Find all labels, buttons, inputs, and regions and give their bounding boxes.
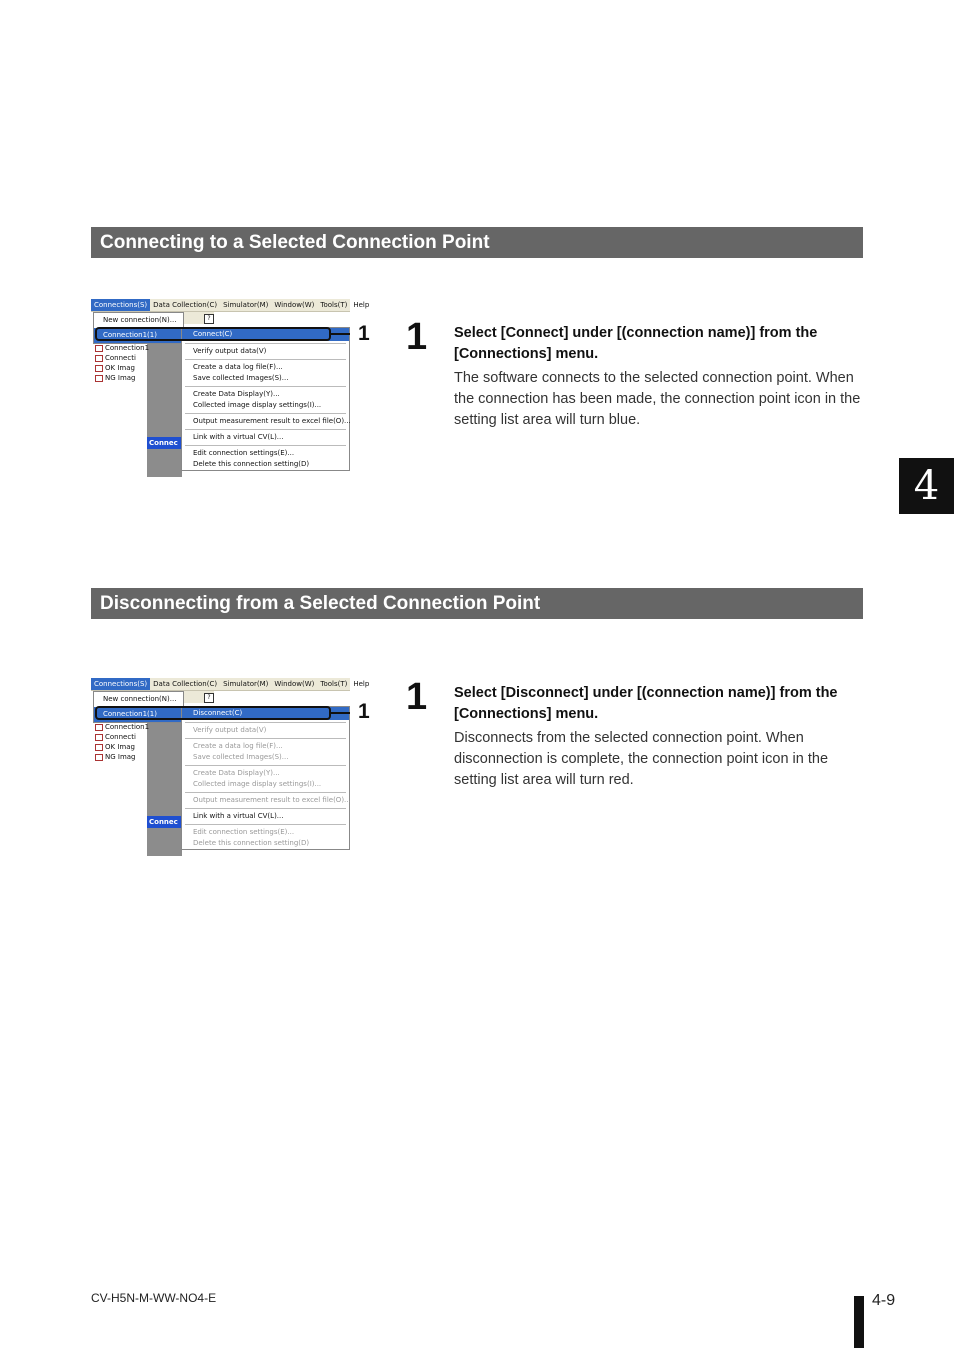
submenu-item[interactable]: Link with a virtual CV(L)...	[193, 812, 284, 820]
submenu-item[interactable]: Output measurement result to excel file(O)...	[193, 796, 351, 804]
submenu-item[interactable]: Edit connection settings(E)...	[193, 828, 295, 836]
menu-separator	[185, 808, 346, 809]
step-number: 1	[406, 316, 428, 358]
callout-number: 1	[358, 700, 370, 723]
footer-bar	[854, 1296, 864, 1348]
tree-item[interactable]: Connecti	[91, 732, 147, 742]
folder-icon	[95, 375, 103, 382]
screenshot-disconnect-menu	[91, 678, 370, 856]
highlight-outline	[95, 327, 331, 341]
submenu-item[interactable]: Collected image display settings(I)...	[193, 401, 322, 409]
menu-bar-item[interactable]: Window(W)	[274, 680, 315, 688]
menu-bar-item[interactable]: Simulator(M)	[223, 680, 269, 688]
menu-bar-item[interactable]: Help	[353, 301, 370, 309]
connections-menu-item[interactable]: New connection(N)...	[103, 695, 177, 703]
tree-item[interactable]: OK Imag	[91, 363, 147, 373]
step-number: 1	[406, 676, 428, 718]
submenu-item[interactable]: Edit connection settings(E)...	[193, 449, 295, 457]
callout-number: 1	[358, 322, 370, 345]
folder-icon	[95, 365, 103, 372]
connection-title-label: Connec	[147, 437, 182, 449]
step-body: Disconnects from the selected connection point. When disconnection is complete, the connection point icon in the setting list area will turn red.	[454, 730, 829, 788]
menu-bar-item[interactable]: Window(W)	[274, 301, 315, 309]
submenu-item[interactable]: Output measurement result to excel file(O)...	[193, 417, 351, 425]
tree-item[interactable]: OK Imag	[91, 742, 147, 752]
menu-bar-item[interactable]: Data Collection(C)	[153, 301, 218, 309]
submenu-item[interactable]: Connect(C)	[182, 328, 349, 341]
menu-separator	[185, 722, 346, 723]
menu-bar-item[interactable]: Connections(S)	[91, 299, 150, 311]
menu-separator	[185, 343, 346, 344]
connections-menu-item[interactable]: New connection(N)...	[103, 316, 177, 324]
screenshot-connect-menu	[91, 299, 370, 477]
folder-icon	[95, 355, 103, 362]
submenu-item[interactable]: Delete this connection setting(D)	[193, 460, 310, 468]
menu-separator	[185, 429, 346, 430]
menu-bar	[91, 678, 370, 691]
menu-bar	[91, 299, 370, 312]
tree-item[interactable]: NG Imag	[91, 373, 147, 383]
submenu-item[interactable]: Collected image display settings(I)...	[193, 780, 322, 788]
step-body: The software connects to the selected connection point. When the connection has been made, the connection point icon in the setting list area will turn blue.	[454, 370, 861, 428]
menu-separator	[185, 792, 346, 793]
tree-item[interactable]: Connection1	[91, 722, 147, 732]
submenu-item[interactable]: Create Data Display(Y)...	[193, 390, 280, 398]
submenu-item[interactable]: Create Data Display(Y)...	[193, 769, 280, 777]
menu-separator	[185, 824, 346, 825]
setting-list-tree	[91, 722, 150, 762]
submenu-item[interactable]: Verify output data(V)	[193, 347, 267, 355]
menu-separator	[185, 738, 346, 739]
menu-separator	[185, 445, 346, 446]
setting-list-tree	[91, 343, 150, 383]
tree-item[interactable]: Connection1	[91, 343, 147, 353]
submenu-item[interactable]: Delete this connection setting(D)	[193, 839, 310, 847]
folder-icon	[95, 754, 103, 761]
submenu-item[interactable]: Create a data log file(F)...	[193, 742, 283, 750]
callout-line	[331, 333, 350, 335]
connections-menu-item[interactable]: Connection1(1)	[94, 707, 183, 722]
menu-bar-item[interactable]: Connections(S)	[91, 678, 150, 690]
submenu-item[interactable]: Verify output data(V)	[193, 726, 267, 734]
submenu-item[interactable]: Create a data log file(F)...	[193, 363, 283, 371]
help-icon[interactable]: ?	[204, 314, 214, 324]
menu-bar-item[interactable]: Simulator(M)	[223, 301, 269, 309]
submenu-item[interactable]: Link with a virtual CV(L)...	[193, 433, 284, 441]
connection-submenu	[181, 327, 350, 471]
tree-item[interactable]: NG Imag	[91, 752, 147, 762]
callout-line	[331, 712, 350, 714]
connections-menu-item[interactable]: Connection1(1)	[94, 328, 183, 343]
submenu-item[interactable]: Disconnect(C)	[182, 707, 349, 720]
menu-separator	[185, 386, 346, 387]
menu-bar-item[interactable]: Data Collection(C)	[153, 680, 218, 688]
connection-submenu	[181, 706, 350, 850]
help-icon[interactable]: ?	[204, 693, 214, 703]
submenu-item[interactable]: Save collected Images(S)...	[193, 374, 289, 382]
step-title: Select [Connect] under [(connection name)] from the [Connections] menu.	[454, 325, 818, 362]
folder-icon	[95, 734, 103, 741]
menu-bar-item[interactable]: Tools(T)	[320, 301, 348, 309]
connection-title-label: Connec	[147, 816, 182, 828]
menu-separator	[185, 765, 346, 766]
menu-bar-item[interactable]: Help	[353, 680, 370, 688]
document-code: CV-H5N-M-WW-NO4-E	[91, 1291, 217, 1305]
menu-bar-item[interactable]: Tools(T)	[320, 680, 348, 688]
submenu-item[interactable]: Save collected Images(S)...	[193, 753, 289, 761]
section-title-connecting: Connecting to a Selected Connection Point	[91, 227, 863, 258]
folder-icon	[95, 724, 103, 731]
tree-item[interactable]: Connecti	[91, 353, 147, 363]
highlight-outline	[95, 706, 331, 720]
chapter-tab: 4	[899, 458, 954, 514]
folder-icon	[95, 345, 103, 352]
folder-icon	[95, 744, 103, 751]
page-number: 4-9	[872, 1292, 896, 1309]
menu-separator	[185, 413, 346, 414]
menu-separator	[185, 359, 346, 360]
section-title-disconnecting: Disconnecting from a Selected Connection Point	[91, 588, 863, 619]
step-title: Select [Disconnect] under [(connection name)] from the [Connections] menu.	[454, 685, 838, 722]
